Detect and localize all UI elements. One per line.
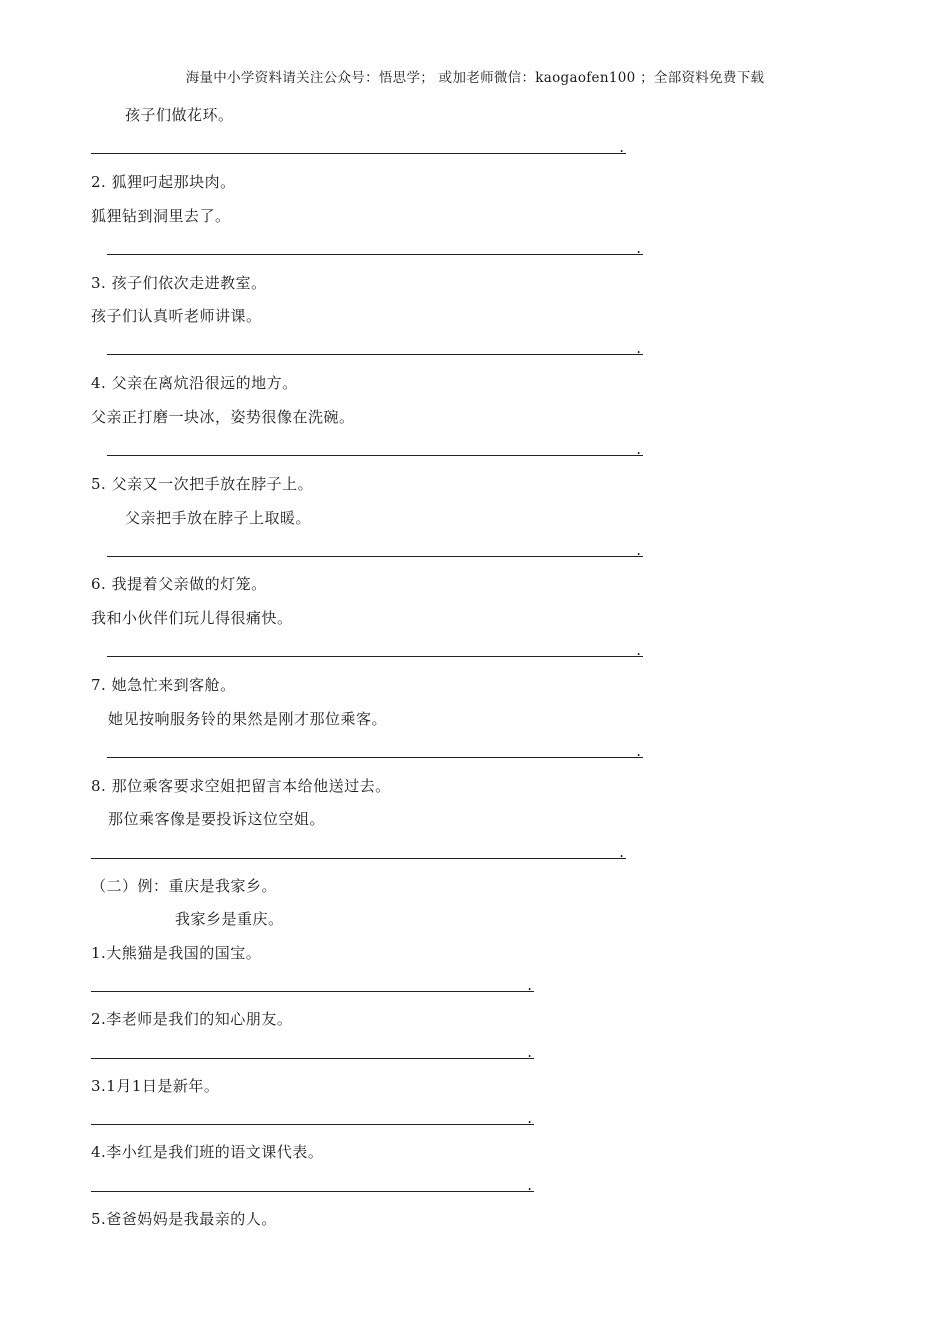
question-item: 2. 狐狸叼起那块肉。	[91, 173, 236, 191]
answer-end-mark: .	[636, 641, 641, 659]
question-item: 4. 父亲在离炕沿很远的地方。	[91, 374, 298, 392]
sentence-line: 她见按响服务铃的果然是刚才那位乘客。	[108, 710, 388, 728]
answer-line[interactable]	[91, 973, 534, 992]
answer-line[interactable]	[107, 336, 643, 355]
question-item: 5.爸爸妈妈是我最亲的人。	[91, 1210, 277, 1228]
question-item: 6. 我提着父亲做的灯笼。	[91, 575, 267, 593]
question-item: 8. 那位乘客要求空姐把留言本给他送过去。	[91, 777, 391, 795]
answer-end-mark: .	[527, 1109, 532, 1127]
answer-end-mark: .	[636, 541, 641, 559]
answer-end-mark: .	[636, 339, 641, 357]
answer-line[interactable]	[91, 840, 626, 859]
answer-line[interactable]	[107, 739, 643, 758]
question-item: 1.大熊猫是我国的国宝。	[91, 944, 262, 962]
sentence-line: 父亲把手放在脖子上取暖。	[125, 509, 312, 527]
answer-line[interactable]	[91, 1173, 534, 1192]
answer-end-mark: .	[636, 239, 641, 257]
section-heading: （二）例：重庆是我家乡。	[91, 877, 278, 895]
example-answer: 我家乡是重庆。	[175, 910, 284, 928]
answer-line[interactable]	[107, 538, 643, 557]
sentence-line: 父亲正打磨一块冰，姿势很像在洗碗。	[91, 408, 355, 426]
sentence-line: 孩子们认真听老师讲课。	[91, 307, 262, 325]
answer-end-mark: .	[527, 1176, 532, 1194]
sentence-line: 那位乘客像是要投诉这位空姐。	[108, 810, 326, 828]
question-item: 2.李老师是我们的知心朋友。	[91, 1010, 293, 1028]
sentence-line: 我和小伙伴们玩儿得很痛快。	[91, 609, 293, 627]
answer-line[interactable]	[107, 236, 643, 255]
answer-end-mark: .	[527, 1043, 532, 1061]
answer-line[interactable]	[107, 638, 643, 657]
answer-line[interactable]	[91, 1106, 534, 1125]
answer-line[interactable]	[91, 135, 626, 154]
question-item: 7. 她急忙来到客舱。	[91, 676, 236, 694]
answer-end-mark: .	[619, 843, 624, 861]
answer-end-mark: .	[527, 976, 532, 994]
question-item: 4.李小红是我们班的语文课代表。	[91, 1143, 324, 1161]
answer-line[interactable]	[107, 437, 643, 456]
answer-end-mark: .	[636, 742, 641, 760]
sentence-line: 孩子们做花环。	[125, 106, 234, 124]
question-item: 3. 孩子们依次走进教室。	[91, 274, 267, 292]
answer-line[interactable]	[91, 1040, 534, 1059]
sentence-line: 狐狸钻到洞里去了。	[91, 207, 231, 225]
answer-end-mark: .	[636, 440, 641, 458]
question-item: 3.1月1日是新年。	[91, 1077, 220, 1095]
page-header: 海量中小学资料请关注公众号：悟思学； 或加老师微信：kaogaofen100 ；全部资料免费下载	[185, 70, 765, 86]
answer-end-mark: .	[619, 138, 624, 156]
question-item: 5. 父亲又一次把手放在脖子上。	[91, 475, 314, 493]
